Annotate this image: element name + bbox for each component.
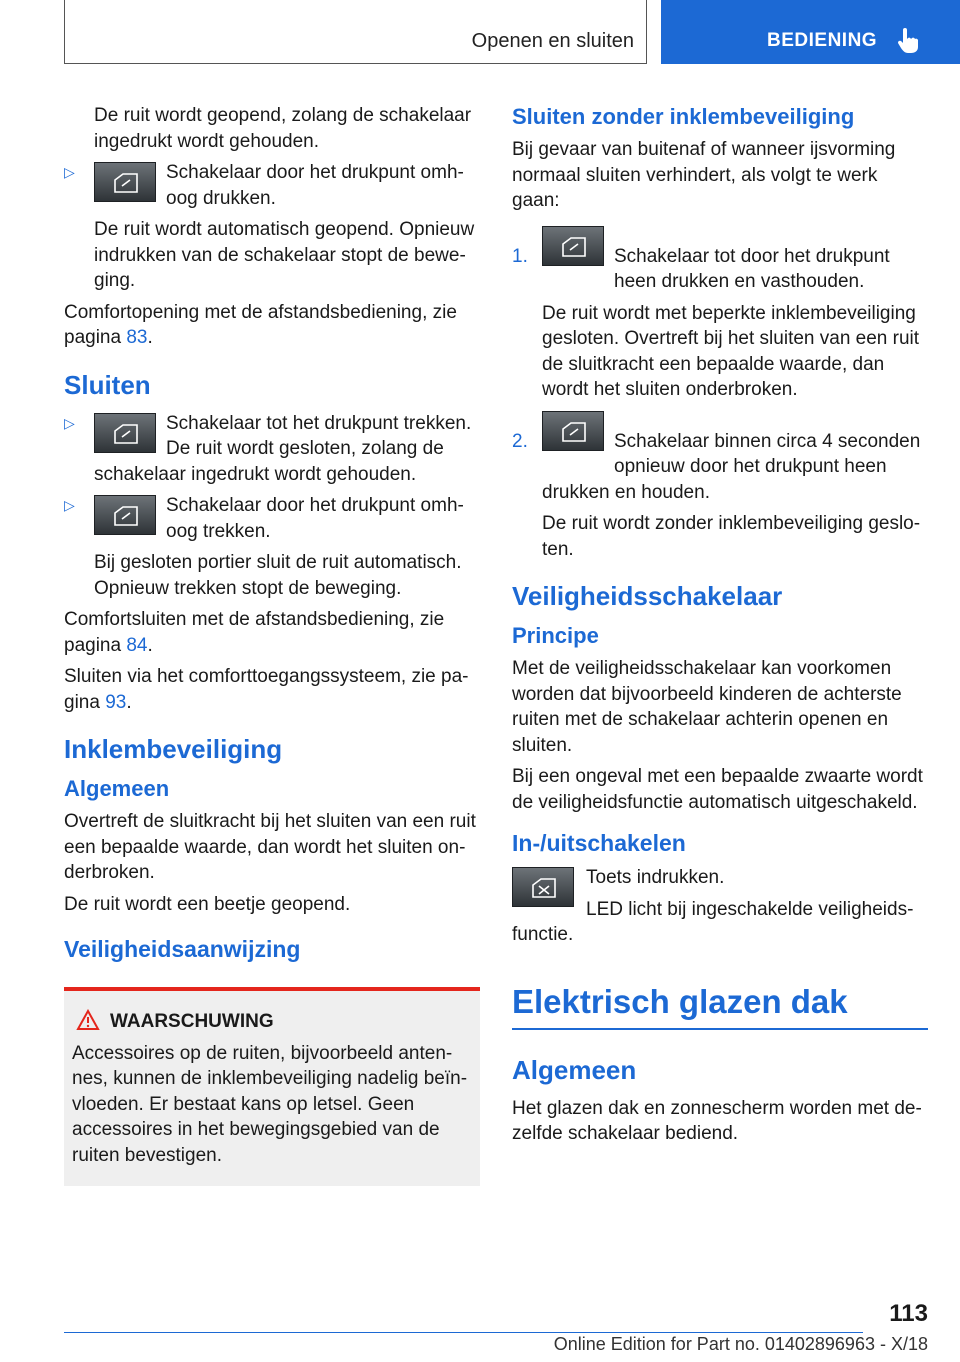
warning-title-text: WAARSCHUWING: [110, 1011, 274, 1032]
paragraph: Met de veiligheidsschakelaar kan voorkomen worden dat bijvoorbeeld kinderen de achterste ruiten met de schakelaar achterin openen en sluiten.: [512, 658, 902, 756]
page-link-84[interactable]: 84: [126, 634, 148, 656]
footer-edition: Online Edition for Part no. 01402896963 - X/18: [553, 1334, 928, 1354]
step-subtext: De ruit wordt met beperkte inklembeveiliging gesloten. Overtreft bij het sluiten van een ruit de sluitkracht een bepaalde waarde, dan wordt het sluiten onderbroken.: [542, 302, 920, 400]
triangle-bullet-icon: ▷: [64, 497, 75, 513]
heading-sluiten-zonder-inklembeveiliging: Sluiten zonder inklembeveiliging: [512, 104, 855, 129]
left-column: [64, 103, 480, 1186]
paragraph: Comfortsluiten met de afstandsbediening, zie pagina 84.: [64, 609, 445, 656]
heading-veiligheidsschakelaar: Veiligheidsschakelaar: [512, 581, 783, 611]
heading-inklembeveiliging: Inklembeveiliging: [64, 734, 283, 764]
paragraph: Toets indrukken.: [586, 867, 725, 888]
numbered-step: [512, 228, 928, 403]
paragraph: Overtreft de sluitkracht bij het sluiten van een ruit een bepaalde waarde, dan wordt het sluiten onderbroken.: [64, 811, 476, 883]
paragraph: Comfortopening met de afstandsbediening, zie pagina 83.: [64, 301, 457, 348]
bullet-text: Schakelaar door het drukpunt omhoog drukken.: [166, 162, 464, 209]
heading-algemeen-dak: Algemeen: [512, 1054, 637, 1085]
header-section-title: Openen en sluiten: [471, 30, 634, 52]
paragraph: Het glazen dak en zonnescherm worden met dezelfde schakelaar bediend.: [512, 1097, 922, 1144]
bullet-item: [64, 411, 480, 488]
heading-sluiten: Sluiten: [64, 369, 151, 400]
step-text: Schakelaar tot door het drukpunt heen drukken en vasthouden.: [614, 245, 890, 292]
bullet-item: [64, 493, 480, 544]
hand-pointer-icon: [897, 28, 919, 54]
paragraph-text: Comfortopening met de afstandsbediening, zie pagina: [64, 301, 457, 348]
window-switch-icon: [94, 495, 156, 535]
paragraph: De ruit wordt geopend, zolang de schakelaar ingedrukt wordt gehouden.: [94, 105, 472, 152]
heading-veiligheidsaanwijzing: Veiligheidsaanwijzing: [64, 936, 301, 962]
header-chapter-title: BEDIENING: [767, 30, 878, 51]
paragraph-text: Sluiten via het comforttoegangssysteem, zie pagina: [64, 666, 469, 713]
right-column: [512, 103, 928, 1153]
window-switch-icon: [94, 413, 156, 453]
step-number: 1.: [512, 245, 528, 267]
step-text: Schakelaar binnen circa 4 seconden opnieuw door het drukpunt heen drukken en houden.: [542, 430, 921, 503]
warning-box: [64, 987, 480, 1186]
step-subtext: De ruit wordt zonder inklembeveiliging gesloten.: [542, 513, 921, 560]
toggle-block: [512, 865, 928, 954]
paragraph: Bij gevaar van buitenaf of wanneer ijsvorming normaal sluiten verhindert, als volgt te werk gaan:: [512, 139, 896, 211]
bullet-subtext: De ruit wordt gesloten, zolang de schakelaar ingedrukt wordt gehouden.: [94, 438, 444, 485]
warning-triangle-icon: [76, 1009, 100, 1031]
window-switch-icon: [542, 226, 604, 266]
paragraph: De ruit wordt automatisch geopend. Opnieuw indrukken van de schakelaar stopt de beweging.: [94, 219, 475, 291]
warning-text: Accessoires op de ruiten, bijvoorbeeld antennes, kunnen de inklembeveiliging nadelig beïnvloeden. Er bestaat kans op letsel. Geen accessoires in het bewegingsgebied van de ruiten bevestigen.: [72, 1042, 468, 1166]
page-link-93[interactable]: 93: [105, 691, 127, 713]
paragraph: De ruit wordt een beetje geopend.: [64, 893, 351, 915]
window-switch-icon: [94, 162, 156, 202]
paragraph-text: Comfortsluiten met de afstandsbediening, zie pagina: [64, 609, 445, 656]
heading-elektrisch-glazen-dak: Elektrisch glazen dak: [512, 980, 928, 1030]
window-switch-icon: [542, 411, 604, 451]
bullet-item: [64, 160, 480, 211]
header-chapter-tab: [661, 0, 960, 64]
paragraph: Bij gesloten portier sluit de ruit automatisch. Opnieuw trekken stopt de beweging.: [94, 552, 462, 599]
page-number: 113: [889, 1300, 928, 1327]
triangle-bullet-icon: ▷: [64, 414, 75, 431]
paragraph: Bij een ongeval met een bepaalde zwaarte wordt de veiligheidsfunctie automatisch uitgeschakeld.: [512, 766, 923, 813]
paragraph: Sluiten via het comforttoegangssysteem, zie pagina 93.: [64, 666, 469, 713]
bullet-text: Schakelaar door het drukpunt omhoog trekken.: [166, 495, 464, 542]
numbered-step: [512, 413, 928, 563]
heading-principe: Principe: [512, 623, 599, 648]
paragraph: LED licht bij ingeschakelde veiligheidsfunctie.: [512, 898, 914, 945]
page-link-83[interactable]: 83: [126, 327, 148, 348]
step-number: 2.: [512, 430, 528, 452]
bullet-text: Schakelaar tot het drukpunt trekken.: [166, 412, 472, 434]
safety-switch-icon: [512, 867, 574, 907]
triangle-bullet-icon: ▷: [64, 164, 75, 180]
heading-in-uitschakelen: In-/uitschakelen: [512, 830, 686, 856]
header-section-box: [64, 0, 647, 64]
heading-algemeen: Algemeen: [64, 776, 170, 801]
warning-title: [72, 1009, 472, 1035]
footer-rule: [64, 1332, 863, 1333]
